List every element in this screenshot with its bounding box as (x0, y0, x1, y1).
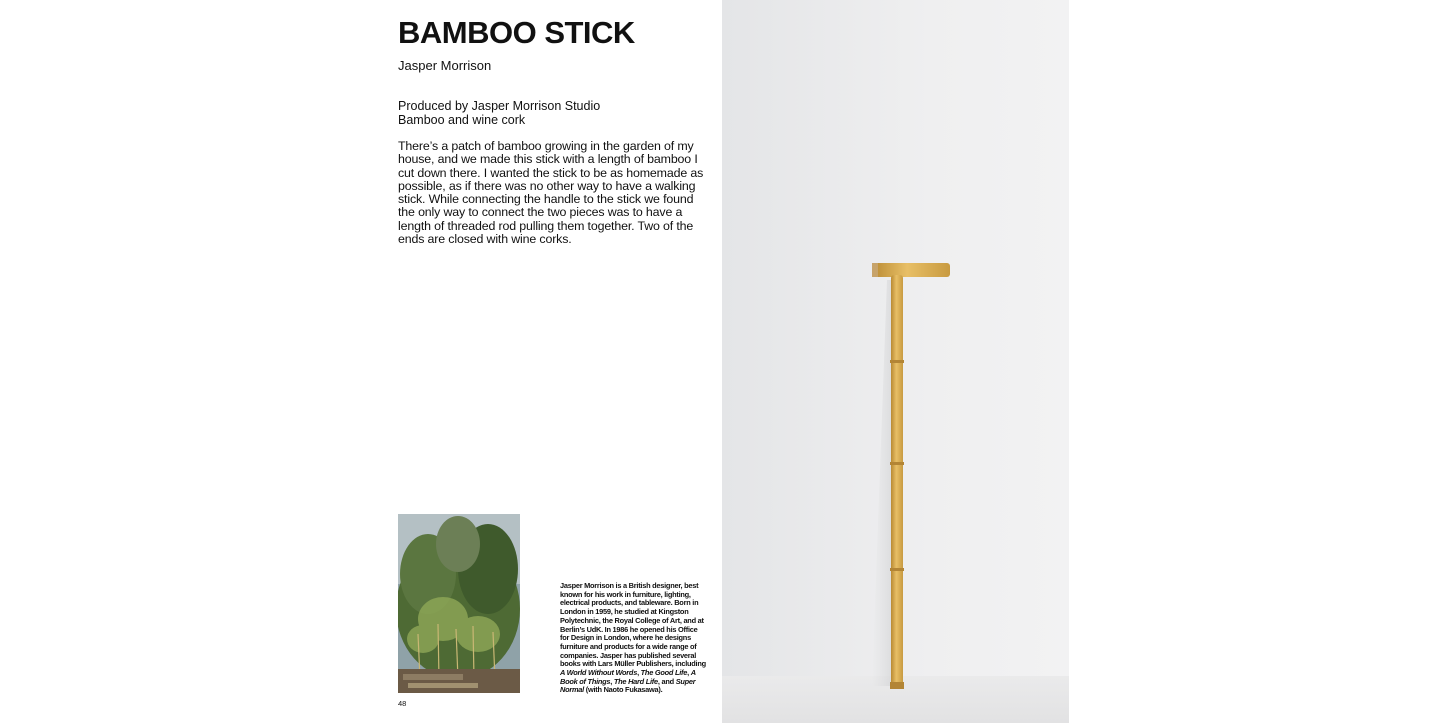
left-page (0, 0, 722, 723)
product-meta (398, 100, 600, 127)
product-description: There’s a patch of bamboo growing in the garden of my house, and we made this stick with a length of bamboo I cut down there. I wanted the stick to be as homemade as possible, as if there was no other way to have a walking stick. While connecting the handle to the stick we found the only way to connect the two pieces was to have a length of threaded rod pulling them together. Two of the ends are closed with wine corks. (398, 139, 704, 247)
bamboo-garden-image (398, 514, 520, 693)
book-title: A World Without Words (560, 668, 638, 678)
bamboo-stick-photo (722, 0, 1069, 723)
produced-by: Produced by Jasper Morrison Studio (398, 99, 601, 113)
product-title: BAMBOO STICK (398, 15, 635, 50)
book-title: The Good Life (640, 668, 688, 678)
bio-separator: , (610, 676, 614, 686)
designer-bio (560, 582, 706, 695)
bio-tail: (with Naoto Fukasawa). (583, 685, 663, 695)
bio-text: Jasper Morrison is a British designer, best known for his work in furniture, lighting, electrical products, and tableware. Born in London in 1959, he studied at Kingston Polytechnic, the Royal College of Art, and at Berlin’s UdK. In 1986 he opened his Office for Design in London, where he designs furniture and products for a wide range of companies. Jasper has published several books with Lars Müller Publishers, including (560, 581, 706, 669)
book-title: Super Normal (560, 676, 696, 695)
bio-separator: , (637, 668, 641, 678)
bio-separator: , and (657, 676, 676, 686)
bamboo-garden-photo (398, 514, 520, 693)
materials: Bamboo and wine cork (398, 112, 526, 127)
book-title: A Book of Things (560, 668, 696, 686)
book-title: The Hard Life (613, 676, 658, 686)
bamboo-stick-image (722, 0, 1069, 723)
page-number: 48 (398, 699, 407, 708)
right-margin (1069, 0, 1445, 723)
designer-name: Jasper Morrison (398, 58, 492, 73)
bio-separator: , (687, 668, 691, 678)
